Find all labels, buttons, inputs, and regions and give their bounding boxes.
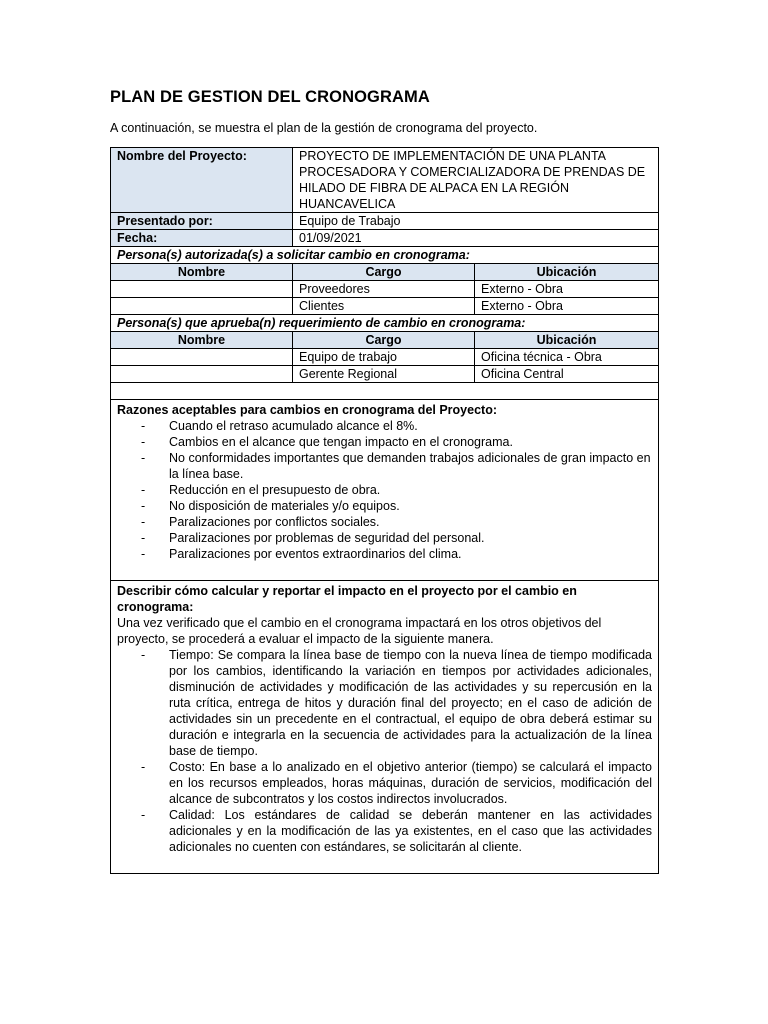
list-item: - Cambios en el alcance que tengan impacto en el cronograma.: [141, 434, 652, 450]
impact-row: [111, 581, 659, 874]
list-item: - Costo: En base a lo analizado en el objetivo anterior (tiempo) se calculará el impacto en los recursos empleados, horas máquinas, duración de servicios, modificación del alcance de subcontratos y los costos indirectos involucrados.: [141, 759, 652, 807]
list-item: - No conformidades importantes que demanden trabajos adicionales de gran impacto en la línea base.: [141, 450, 652, 482]
date-row: [111, 230, 659, 247]
list-item: - Paralizaciones por conflictos sociales.: [141, 514, 652, 530]
list-item: - Calidad: Los estándares de calidad se deberán mantener en las actividades adicionales y en la modificación de las ya existentes, en el caso que las actividades adicionales no cuenten con estándares, se solicitarán al cliente.: [141, 807, 652, 855]
approver-location-cell: Oficina técnica - Obra: [475, 349, 659, 366]
page-title: PLAN DE GESTION DEL CRONOGRAMA: [110, 88, 430, 106]
approver-name-cell: [111, 366, 293, 383]
presented-label: Presentado por:: [111, 213, 293, 230]
authorized-title-row: [111, 247, 659, 264]
reasons-cell: [111, 400, 659, 581]
date-value: 01/09/2021: [293, 230, 659, 247]
approver-location-cell: Oficina Central: [475, 366, 659, 383]
list-item: - Paralizaciones por problemas de seguridad del personal.: [141, 530, 652, 546]
approvers-header-location: Ubicación: [475, 332, 659, 349]
list-item: - Reducción en el presupuesto de obra.: [141, 482, 652, 498]
authorized-header-role: Cargo: [293, 264, 475, 281]
presented-value: Equipo de Trabajo: [293, 213, 659, 230]
authorized-section-title: Persona(s) autorizada(s) a solicitar cambio en cronograma:: [111, 247, 659, 264]
project-name-row: [111, 148, 659, 213]
table-row: [111, 298, 659, 315]
approver-role-cell: Equipo de trabajo: [293, 349, 475, 366]
spacer-row: [111, 383, 659, 400]
authorized-name-cell: [111, 298, 293, 315]
authorized-header-row: [111, 264, 659, 281]
date-label: Fecha:: [111, 230, 293, 247]
reasons-row: [111, 400, 659, 581]
authorized-header-location: Ubicación: [475, 264, 659, 281]
approvers-header-name: Nombre: [111, 332, 293, 349]
list-item: - Tiempo: Se compara la línea base de tiempo con la nueva línea de tiempo modificada por los cambios, identificando la variación en tiempos por actividades adicionales, disminución de actividades y modificación de las actividades y su repercusión en la ruta crítica, entrega de hitos y duración final del proyecto; en el caso de adición de actividades sin un precedente en el contractual, el equipo de obra deberá estimar su duración e integrarla en la secuencia de actividades para la actualización de la línea base de tiempo.: [141, 647, 652, 759]
list-item: - Paralizaciones por eventos extraordinarios del clima.: [141, 546, 652, 562]
table-row: [111, 281, 659, 298]
impact-intro: Una vez verificado que el cambio en el cronograma impactará en los otros objetivos del proyecto, se procederá a evaluar el impacto de la siguiente manera.: [117, 616, 602, 646]
reasons-list: [117, 418, 652, 562]
schedule-plan-table: [110, 147, 659, 874]
project-name-label: Nombre del Proyecto:: [111, 148, 293, 213]
approvers-section-title: Persona(s) que aprueba(n) requerimiento de cambio en cronograma:: [111, 315, 659, 332]
authorized-location-cell: Externo - Obra: [475, 298, 659, 315]
table-row: [111, 366, 659, 383]
impact-cell: [111, 581, 659, 874]
authorized-role-cell: Clientes: [293, 298, 475, 315]
list-item: - No disposición de materiales y/o equipos.: [141, 498, 652, 514]
authorized-header-name: Nombre: [111, 264, 293, 281]
authorized-role-cell: Proveedores: [293, 281, 475, 298]
approvers-title-row: [111, 315, 659, 332]
approver-name-cell: [111, 349, 293, 366]
reasons-title: Razones aceptables para cambios en cronograma del Proyecto:: [117, 403, 497, 417]
impact-title: Describir cómo calcular y reportar el impacto en el proyecto por el cambio en cronograma:: [117, 584, 577, 614]
impact-list: [117, 647, 652, 855]
presented-row: [111, 213, 659, 230]
approvers-header-role: Cargo: [293, 332, 475, 349]
authorized-location-cell: Externo - Obra: [475, 281, 659, 298]
intro-text: A continuación, se muestra el plan de la gestión de cronograma del proyecto.: [110, 121, 538, 135]
list-item: - Cuando el retraso acumulado alcance el 8%.: [141, 418, 652, 434]
project-name-value: PROYECTO DE IMPLEMENTACIÓN DE UNA PLANTA PROCESADORA Y COMERCIALIZADORA DE PRENDAS DE HILADO DE FIBRA DE ALPACA EN LA REGIÓN HUANCAVELICA: [293, 148, 659, 213]
authorized-name-cell: [111, 281, 293, 298]
spacer-cell: [111, 383, 659, 400]
table-row: [111, 349, 659, 366]
approver-role-cell: Gerente Regional: [293, 366, 475, 383]
approvers-header-row: [111, 332, 659, 349]
